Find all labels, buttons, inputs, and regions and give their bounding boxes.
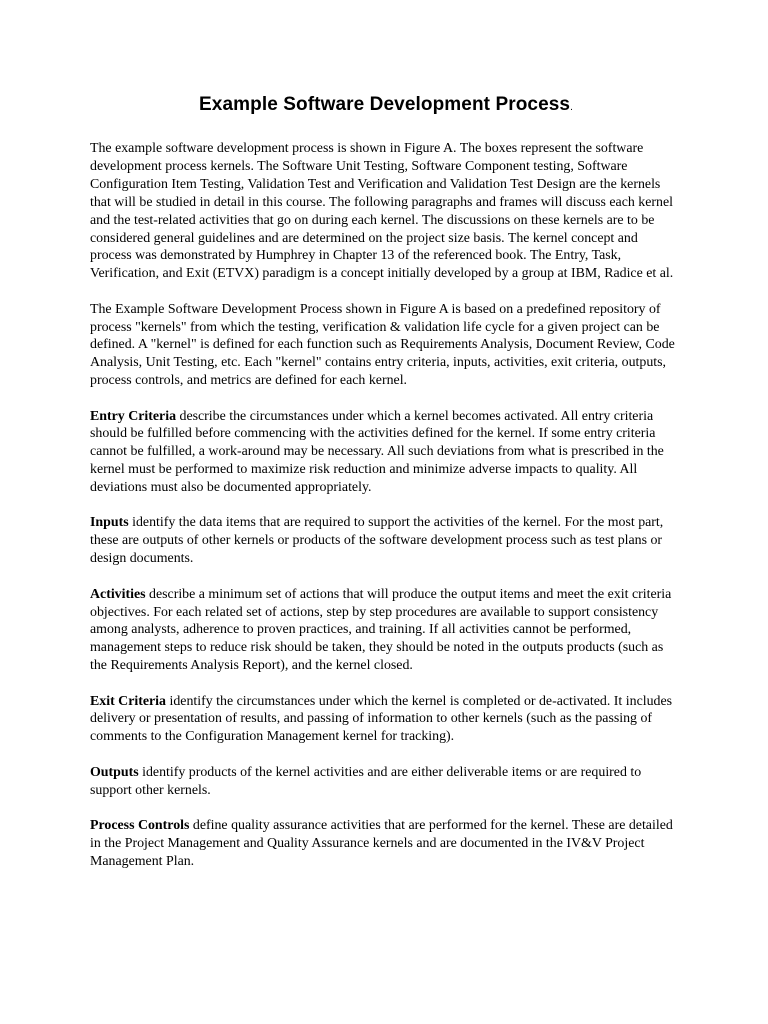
paragraph-text: The Example Software Development Process shown in Figure A is based on a predefined repository of process "kernels" from which the testing, verification & validation life cycle for a given project can be defined. A "kernel" is defined for each function such as Requirements Analysis, Document Review, Code Analysis, Unit Testing, etc. Each "kernel" contains entry criteria, inputs, activities, exit criteria, outputs, process controls, and metrics are defined for each kernel. bbox=[90, 301, 675, 389]
term-inputs: Inputs bbox=[90, 515, 129, 531]
paragraph-exit-criteria bbox=[90, 693, 682, 747]
paragraph-activities bbox=[90, 586, 682, 676]
title-suffix: . bbox=[570, 102, 573, 113]
paragraph-text: describe a minimum set of actions that will produce the output items and meet the exit criteria objectives. For each related set of actions, step by step procedures are available to support consistency among analysts, adherence to proven practices, and training. If all activities cannot be performed, management steps to reduce risk should be taken, they should be noted in the outputs products (such as the Requirements Analysis Report), and the kernel closed. bbox=[90, 586, 672, 674]
paragraph-entry-criteria bbox=[90, 408, 682, 498]
paragraph-text: describe the circumstances under which a kernel becomes activated. All entry criteria should be fulfilled before commencing with the activities defined for the kernel. If some entry criteria cannot be fulfilled, a work-around may be necessary. All such deviations from what is prescribed in the kernel must be performed to maximize risk reduction and minimize adverse impacts to quality. All deviations must also be documented appropriately. bbox=[90, 408, 664, 496]
title-text: Example Software Development Process bbox=[199, 94, 571, 115]
paragraph-text: The example software development process is shown in Figure A. The boxes represent the software development process kernels. The Software Unit Testing, Software Component testing, Software Configuration Item Testing, Validation Test and Verification and Validation Test Design are the kernels that will be studied in detail in this course. The following paragraphs and frames will discuss each kernel and the test-related activities that go on during each kernel. The discussions on these kernels are to be considered general guidelines and are determined on the project size basis. The kernel concept and process was demonstrated by Humphrey in Chapter 13 of the referenced book. The Entry, Task, Verification, and Exit (ETVX) paradigm is a concept initially developed by a group at IBM, Radice et al. bbox=[90, 141, 674, 282]
term-entry-criteria: Entry Criteria bbox=[90, 408, 177, 424]
paragraph-text: identify the circumstances under which the kernel is completed or de-activated. It includes delivery or presentation of results, and passing of information to other kernels (such as the passing of comments to the Configuration Management kernel for tracking). bbox=[90, 693, 673, 745]
paragraph-process-controls bbox=[90, 817, 682, 871]
term-activities: Activities bbox=[90, 586, 146, 602]
paragraph-outputs bbox=[90, 764, 682, 800]
paragraph-inputs bbox=[90, 514, 682, 568]
paragraph-overview bbox=[90, 140, 682, 283]
paragraph-text: define quality assurance activities that are performed for the kernel. These are detailed in the Project Management and Quality Assurance kernels and are documented in the IV&V Project Management Plan. bbox=[90, 817, 673, 869]
page-title bbox=[90, 93, 682, 120]
paragraph-kernel-repository bbox=[90, 301, 682, 391]
paragraph-text: identify products of the kernel activities and are either deliverable items or are required to support other kernels. bbox=[90, 764, 642, 798]
paragraph-text: identify the data items that are required to support the activities of the kernel. For the most part, these are outputs of other kernels or products of the software development process such as test plans or design documents. bbox=[90, 515, 664, 567]
document-page bbox=[90, 93, 682, 888]
term-process-controls: Process Controls bbox=[90, 817, 190, 833]
term-outputs: Outputs bbox=[90, 764, 139, 780]
term-exit-criteria: Exit Criteria bbox=[90, 693, 166, 709]
